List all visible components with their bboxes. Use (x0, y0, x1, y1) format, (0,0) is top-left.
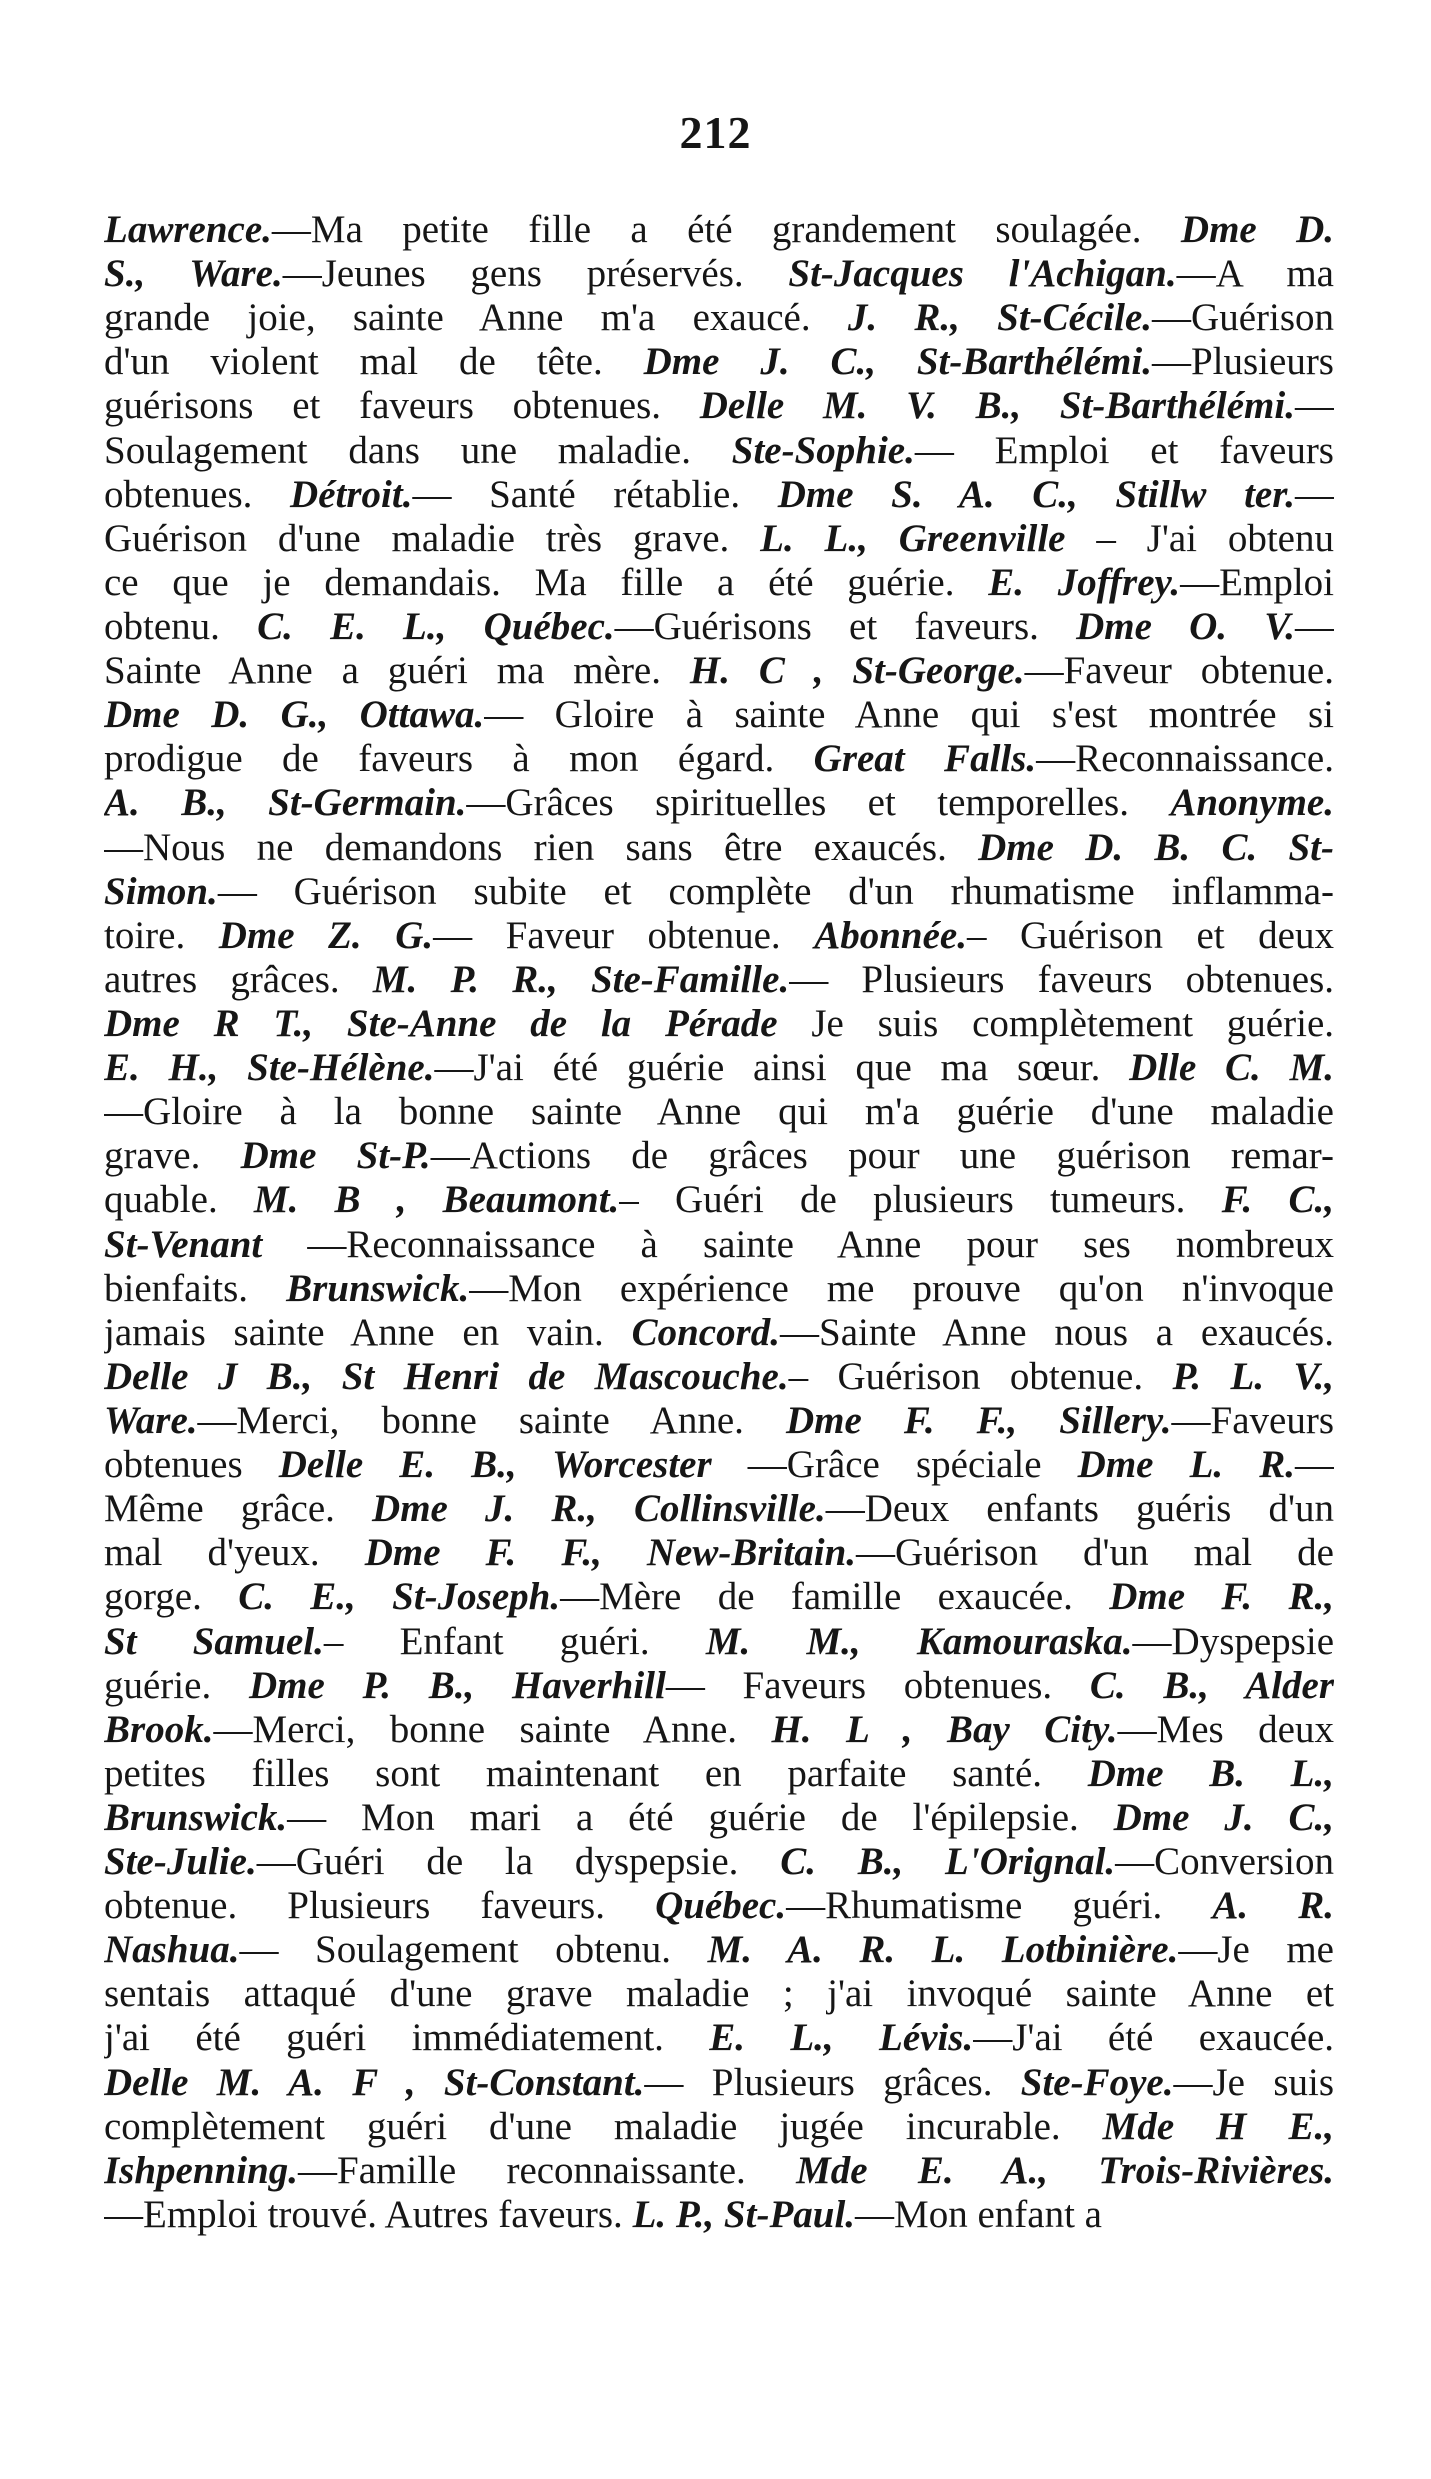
text-line (104, 1443, 1334, 1487)
attribution-text: Ishpenning. (104, 2148, 299, 2192)
body-text: —Mère de famille exaucée. (560, 1575, 1110, 1619)
body-text: toire. (104, 913, 219, 957)
text-line (104, 252, 1334, 296)
attribution-text: Dme J. R., Collinsville. (372, 1487, 826, 1531)
attribution-text: Delle M. V. B., St-Barthélémi. (699, 384, 1295, 428)
body-text: —Conversion (1115, 1840, 1334, 1884)
attribution-text: Brunswick. (104, 1795, 288, 1839)
body-text: ce que je demandais. Ma fille a été guérie. (104, 560, 989, 604)
text-line (104, 517, 1334, 561)
attribution-text: Dme F. R., (1109, 1575, 1334, 1619)
text-line (104, 561, 1334, 605)
text-line (104, 1664, 1334, 1708)
attribution-text: M. B , Beaumont. (253, 1178, 620, 1222)
body-text: —Emploi (1180, 560, 1334, 604)
body-text: — Mon mari a été guérie de l'épilepsie. (287, 1795, 1114, 1839)
text-line (104, 1090, 1334, 1134)
attribution-text: A. R. (1212, 1884, 1334, 1928)
attribution-text: Dme L. R. (1077, 1443, 1296, 1487)
attribution-text: Dme D. G., Ottawa. (104, 693, 485, 737)
body-text: — Plusieurs grâces. (644, 2060, 1021, 2104)
text-line (104, 605, 1334, 649)
attribution-text: Delle E. B., Worcester (278, 1443, 712, 1487)
body-text: —J'ai été guérie ainsi que ma sœur. (434, 1046, 1130, 1090)
attribution-text: Delle M. A. F , St-Constant. (104, 2060, 645, 2104)
attribution-text: Simon. (104, 869, 218, 913)
body-text: — Faveurs obtenues. (665, 1663, 1090, 1707)
body-text: obtenues. (104, 472, 291, 516)
text-line (104, 384, 1334, 428)
body-text: — Santé rétablie. (412, 472, 778, 516)
text-line (104, 1796, 1334, 1840)
body-text: – Guéri de plusieurs tumeurs. (619, 1178, 1222, 1222)
body-text: jamais sainte Anne en vain. (104, 1310, 632, 1354)
body-text: — Faveur obtenue. (433, 913, 815, 957)
body-text: —Guérisons et faveurs. (614, 604, 1077, 648)
attribution-text: P. L. V., (1172, 1354, 1334, 1398)
body-text: —Reconnaissance. (1036, 737, 1334, 781)
text-line (104, 1046, 1334, 1090)
body-text: grave. (104, 1134, 241, 1178)
text-line (104, 1620, 1334, 1664)
text-line (104, 1178, 1334, 1222)
body-text: — (1295, 472, 1334, 516)
attribution-text: Ste-Foye. (1020, 2060, 1174, 2104)
body-text: — Guérison subite et complète d'un rhumatisme inflamma- (217, 869, 1334, 913)
body-text: autres grâces. (104, 957, 373, 1001)
attribution-text: Dme F. F., Sillery. (786, 1398, 1172, 1442)
attribution-text: Dme D. (1180, 208, 1334, 251)
text-line (104, 737, 1334, 781)
text-line (104, 914, 1334, 958)
attribution-text: H. C , St-George. (689, 649, 1025, 693)
attribution-text: Great Falls. (813, 737, 1037, 781)
body-text: —Guérison (1152, 296, 1334, 340)
attribution-text: Dme J. C., (1113, 1795, 1334, 1839)
text-line (104, 649, 1334, 693)
attribution-text: L. P., St-Paul. (632, 2192, 856, 2236)
attribution-text: Dme D. B. C. St- (978, 825, 1334, 869)
attribution-text: E. L., Lévis. (709, 2016, 974, 2060)
text-line (104, 693, 1334, 737)
text-line (104, 2105, 1334, 2149)
attribution-text: S., Ware. (104, 252, 283, 296)
attribution-text: Delle J B., St Henri de Mascouche. (104, 1354, 789, 1398)
attribution-text: Ste-Sophie. (731, 428, 915, 472)
body-text: — (1294, 384, 1334, 428)
body-text: —Merci, bonne sainte Anne. (197, 1398, 786, 1442)
body-text: Même grâce. (104, 1487, 373, 1531)
body-text: petites filles sont maintenant en parfaite santé. (104, 1751, 1088, 1795)
attribution-text: Dme F. F., New-Britain. (364, 1531, 857, 1575)
attribution-text: Abonnée. (814, 913, 967, 957)
body-text: obtenu. (104, 604, 258, 648)
body-text: — (1295, 1443, 1334, 1487)
body-text: sentais attaqué d'une grave maladie ; j'ai invoqué sainte Anne et (104, 1972, 1334, 2016)
body-text: —Nous ne demandons rien sans être exaucés. (104, 825, 979, 869)
body-text: — Gloire à sainte Anne qui s'est montrée si (484, 693, 1334, 737)
body-text: —Mes deux (1117, 1707, 1334, 1751)
attribution-text: L. L., Greenville (760, 516, 1066, 560)
text-line (104, 826, 1334, 870)
body-text: — (1295, 604, 1334, 648)
body-text: obtenue. Plusieurs faveurs. (104, 1884, 656, 1928)
body-text: —Gloire à la bonne sainte Anne qui m'a guérie d'une maladie (104, 1090, 1334, 1134)
text-line (104, 473, 1334, 517)
text-line (104, 2193, 1334, 2237)
body-text: gorge. (104, 1575, 239, 1619)
body-text: —Deux enfants guéris d'un (825, 1487, 1334, 1531)
attribution-text: Dme J. C., St-Barthélémi. (643, 340, 1152, 384)
text-line (104, 1708, 1334, 1752)
body-text: —Jeunes gens préservés. (282, 252, 789, 296)
body-text: —Plusieurs (1151, 340, 1334, 384)
text-line (104, 1355, 1334, 1399)
body-text: —Mon enfant a (855, 2192, 1102, 2236)
attribution-text: Dme O. V. (1076, 604, 1295, 648)
body-text: complètement guéri d'une maladie jugée incurable. (104, 2104, 1103, 2148)
body-text: guérie. (104, 1663, 249, 1707)
attribution-text: Dme B. L., (1087, 1751, 1334, 1795)
body-text: Je suis complètement guérie. (777, 1001, 1334, 1045)
body-text: —Ma petite fille a été grandement soulagée. (271, 208, 1181, 251)
body-text: quable. (104, 1178, 254, 1222)
body-text: —Sainte Anne nous a exaucés. (780, 1310, 1334, 1354)
body-text: —J'ai été exaucée. (973, 2016, 1334, 2060)
attribution-text: Dme Z. G. (218, 913, 434, 957)
attribution-text: Dme R T., Ste-Anne de la Pérade (104, 1001, 778, 1045)
attribution-text: Anonyme. (1170, 781, 1334, 825)
body-text: —Guérison d'un mal de (856, 1531, 1334, 1575)
attribution-text: Mde E. A., Trois-Rivières. (796, 2148, 1334, 2192)
attribution-text: C. B., Alder (1089, 1663, 1334, 1707)
body-text: – J'ai obtenu (1065, 516, 1334, 560)
attribution-text: M. P. R., Ste-Famille. (372, 957, 790, 1001)
body-text: – Enfant guéri. (323, 1619, 706, 1663)
attribution-text: M. M., Kamouraska. (705, 1619, 1133, 1663)
attribution-text: E. H., Ste-Hélène. (104, 1046, 435, 1090)
text-line (104, 1311, 1334, 1355)
body-text: d'un violent mal de tête. (104, 340, 644, 384)
text-line (104, 2061, 1334, 2105)
text-line (104, 1267, 1334, 1311)
text-line (104, 1223, 1334, 1267)
text-line (104, 208, 1334, 252)
body-text: —Reconnaissance à sainte Anne pour ses nombreux (262, 1222, 1334, 1266)
body-text: —Je suis (1173, 2060, 1334, 2104)
attribution-text: C. E., St-Joseph. (238, 1575, 561, 1619)
text-line (104, 1002, 1334, 1046)
attribution-text: F. C., (1221, 1178, 1334, 1222)
attribution-text: Ste-Julie. (104, 1840, 257, 1884)
text-line (104, 296, 1334, 340)
body-text: – Guérison obtenue. (788, 1354, 1173, 1398)
body-text: —Guéri de la dyspepsie. (256, 1840, 781, 1884)
text-line (104, 1840, 1334, 1884)
body-text: —Dyspepsie (1132, 1619, 1334, 1663)
text-line (104, 1884, 1334, 1928)
text-line (104, 958, 1334, 1002)
text-line (104, 2149, 1334, 2193)
attribution-text: Mde H E., (1102, 2104, 1334, 2148)
body-text: —Famille reconnaissante. (298, 2148, 797, 2192)
attribution-text: Dme P. B., Haverhill (248, 1663, 666, 1707)
body-text: —Actions de grâces pour une guérison remar- (430, 1134, 1334, 1178)
attribution-text: Nashua. (104, 1928, 240, 1972)
body-text: — Plusieurs faveurs obtenues. (789, 957, 1334, 1001)
attribution-text: A. B., St-Germain. (104, 781, 467, 825)
attribution-text: Lawrence. (104, 208, 272, 251)
body-text: Guérison d'une maladie très grave. (104, 516, 761, 560)
body-text: —Faveur obtenue. (1024, 649, 1334, 693)
body-text: Soulagement dans une maladie. (104, 428, 732, 472)
text-line (104, 1487, 1334, 1531)
text-line (104, 1928, 1334, 1972)
attribution-text: E. Joffrey. (988, 560, 1181, 604)
body-text: —Faveurs (1171, 1398, 1334, 1442)
text-line (104, 429, 1334, 473)
text-line (104, 1399, 1334, 1443)
text-line (104, 870, 1334, 914)
page-number: 212 (679, 107, 752, 158)
body-text: obtenues (104, 1443, 279, 1487)
text-body (104, 208, 1334, 2237)
attribution-text: St Samuel. (104, 1619, 324, 1663)
body-text: —Je me (1178, 1928, 1334, 1972)
attribution-text: Brook. (104, 1707, 214, 1751)
attribution-text: St-Venant (104, 1222, 263, 1266)
attribution-text: Dlle C. M. (1129, 1046, 1334, 1090)
text-line (104, 2016, 1334, 2060)
attribution-text: Brunswick. (286, 1266, 470, 1310)
text-line (104, 1134, 1334, 1178)
attribution-text: Québec. (655, 1884, 787, 1928)
text-line (104, 1575, 1334, 1619)
attribution-text: Dme S. A. C., Stillw ter. (777, 472, 1295, 516)
text-line (104, 781, 1334, 825)
attribution-text: Ware. (104, 1398, 198, 1442)
attribution-text: C. B., L'Orignal. (780, 1840, 1116, 1884)
text-line (104, 1531, 1334, 1575)
body-text: bienfaits. (104, 1266, 287, 1310)
attribution-text: St-Jacques l'Achigan. (788, 252, 1177, 296)
attribution-text: M. A. R. L. Lotbinière. (707, 1928, 1179, 1972)
text-line (104, 340, 1334, 384)
attribution-text: Dme St-P. (240, 1134, 431, 1178)
body-text: —Merci, bonne sainte Anne. (213, 1707, 772, 1751)
body-text: —Grâces spirituelles et temporelles. (466, 781, 1171, 825)
body-text: — Soulagement obtenu. (239, 1928, 708, 1972)
body-text: mal d'yeux. (104, 1531, 365, 1575)
body-text: — Emploi et faveurs (914, 428, 1334, 472)
body-text: guérisons et faveurs obtenues. (104, 384, 700, 428)
body-text: —Emploi trouvé. Autres faveurs. (104, 2192, 633, 2236)
body-text: —Mon expérience me prouve qu'on n'invoque (469, 1266, 1334, 1310)
body-text: prodigue de faveurs à mon égard. (104, 737, 814, 781)
attribution-text: Détroit. (290, 472, 413, 516)
body-text: j'ai été guéri immédiatement. (104, 2016, 710, 2060)
attribution-text: H. L , Bay City. (771, 1707, 1118, 1751)
text-line (104, 1752, 1334, 1796)
attribution-text: Concord. (631, 1310, 781, 1354)
attribution-text: C. E. L., Québec. (257, 604, 615, 648)
body-text: —A ma (1176, 252, 1334, 296)
body-text: —Rhumatisme guéri. (786, 1884, 1213, 1928)
body-text: —Grâce spéciale (711, 1443, 1078, 1487)
body-text: grande joie, sainte Anne m'a exaucé. (104, 296, 848, 340)
body-text: – Guérison et deux (966, 913, 1334, 957)
attribution-text: J. R., St-Cécile. (847, 296, 1153, 340)
body-text: Sainte Anne a guéri ma mère. (104, 649, 690, 693)
text-line (104, 1972, 1334, 2016)
